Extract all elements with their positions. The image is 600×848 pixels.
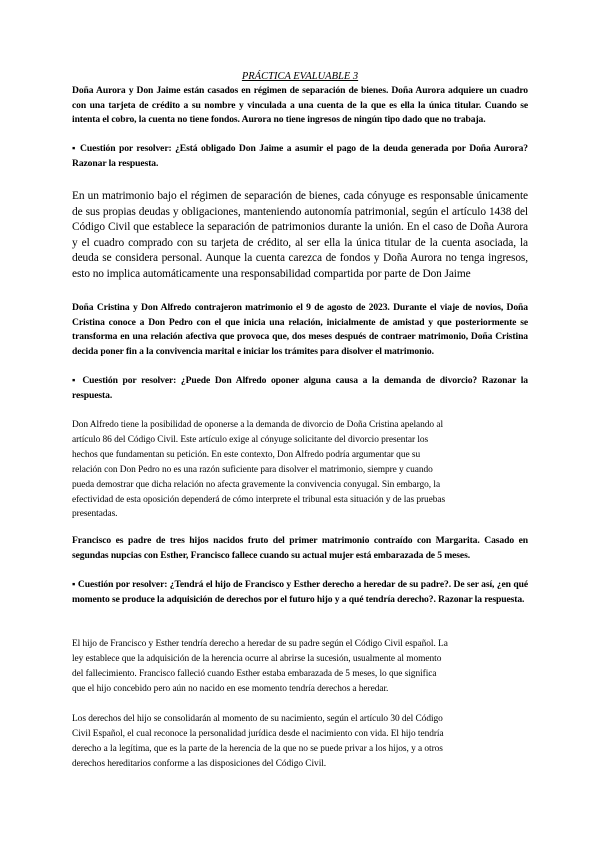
case2-question: ▪ Cuestión por resolver: ¿Puede Don Alfredo oponer alguna causa a la demanda de divorcio? Razonar la respuesta. bbox=[72, 375, 528, 401]
answer-line: efectividad de esta oposición dependerá de cómo interprete el tribunal esta situación y de las pruebas bbox=[72, 494, 446, 505]
case1-answer: En un matrimonio bajo el régimen de separación de bienes, cada cónyuge es responsable únicamente de sus propias deudas y obligaciones, manteniendo autonomía patrimonial, según el artículo 1438 del Código Civil que establece la separación de patrimonios durante la unión. En el caso de Doña Aurora y el cuadro comprado con su tarjeta de crédito, al ser ella la única titular de la cuenta asociada, la deuda se considera personal. Aunque la cuenta carezca de fondos y Doña Aurora no tenga ingresos, esto no implica automáticamente una responsabilidad compartida por parte de Don Jaime bbox=[72, 190, 528, 280]
answer-line: artículo 86 del Código Civil. Este artículo exige al cónyuge solicitante del divorcio presentar los bbox=[72, 434, 429, 445]
case2-answer bbox=[72, 418, 528, 522]
answer-line: pueda demostrar que dicha relación no afecta gravemente la convivencia conyugal. Sin embargo, la bbox=[72, 479, 441, 490]
answer-line: derechos hereditarios conforme a las disposiciones del Código Civil. bbox=[72, 758, 327, 769]
answer-line: que el hijo concebido pero aún no nacido en ese momento tendría derechos a heredar. bbox=[72, 683, 389, 694]
answer-line: presentadas. bbox=[72, 509, 118, 520]
answer-line: Los derechos del hijo se consolidarán al momento de su nacimiento, según el artículo 30 del Código bbox=[72, 714, 443, 724]
case3-answer-1 bbox=[72, 637, 528, 697]
case3-question: ▪ Cuestión por resolver: ¿Tendrá el hijo de Francisco y Esther derecho a heredar de su padre?. De ser así, ¿en qué momento se produce la adquisición de derechos por el futuro hijo y a qué tendría derecho?. Razonar la respuesta. bbox=[72, 579, 528, 605]
case1-statement: Doña Aurora y Don Jaime están casados en régimen de separación de bienes. Doña Aurora adquiere un cuadro con una tarjeta de crédito a su nombre y vinculada a una cuenta de la que es ella la única titular. Cuando se intenta el cobro, la cuenta no tiene fondos. Aurora no tiene ingresos de ningún tipo dado que no trabaja. bbox=[72, 85, 528, 126]
answer-line: relación con Don Pedro no es una razón suficiente para disolver el matrimonio, siempre y cuando bbox=[72, 464, 433, 475]
answer-line: hechos que fundamentan su petición. En este contexto, Don Alfredo podría argumentar que su bbox=[72, 449, 421, 460]
case3-answer-2 bbox=[72, 712, 528, 772]
answer-line: del fallecimiento. Francisco falleció cuando Esther estaba embarazada de 5 meses, lo que significa bbox=[72, 668, 437, 679]
case1-question: ▪ Cuestión por resolver: ¿Está obligado Don Jaime a asumir el pago de la deuda generada por Doña Aurora? Razonar la respuesta. bbox=[72, 143, 528, 169]
answer-line: El hijo de Francisco y Esther tendría derecho a heredar de su padre según el Código Civil español. La bbox=[72, 639, 448, 649]
answer-line: Don Alfredo tiene la posibilidad de oponerse a la demanda de divorcio de Doña Cristina apelando al bbox=[72, 420, 444, 430]
page-title: PRÁCTICA EVALUABLE 3 bbox=[241, 71, 359, 82]
answer-line: derecho a la legítima, que es la parte de la herencia de la que no se puede privar a los hijos, y a otros bbox=[72, 743, 443, 754]
case2-statement: Doña Cristina y Don Alfredo contrajeron matrimonio el 9 de agosto de 2023. Durante el viaje de novios, Doña Cristina conoce a Don Pedro con el que inicia una relación, inicialmente de amistad y que posteriormente se transforma en una relación afectiva que provoca que, dos meses después de contraer matrimonio, Doña Cristina decida poner fin a la convivencia marital e iniciar los trámites para disolver el matrimonio. bbox=[72, 302, 528, 357]
answer-line: Civil Español, el cual reconoce la personalidad jurídica desde el nacimiento con vida. El hijo tendría bbox=[72, 728, 444, 739]
case3-statement: Francisco es padre de tres hijos nacidos fruto del primer matrimonio contraído con Margarita. Casado en segundas nupcias con Esther, Francisco fallece cuando su actual mujer está embarazada de 5 meses. bbox=[72, 535, 528, 561]
answer-line: ley establece que la adquisición de la herencia ocurre al abrirse la sucesión, usualmente al momento bbox=[72, 653, 442, 664]
